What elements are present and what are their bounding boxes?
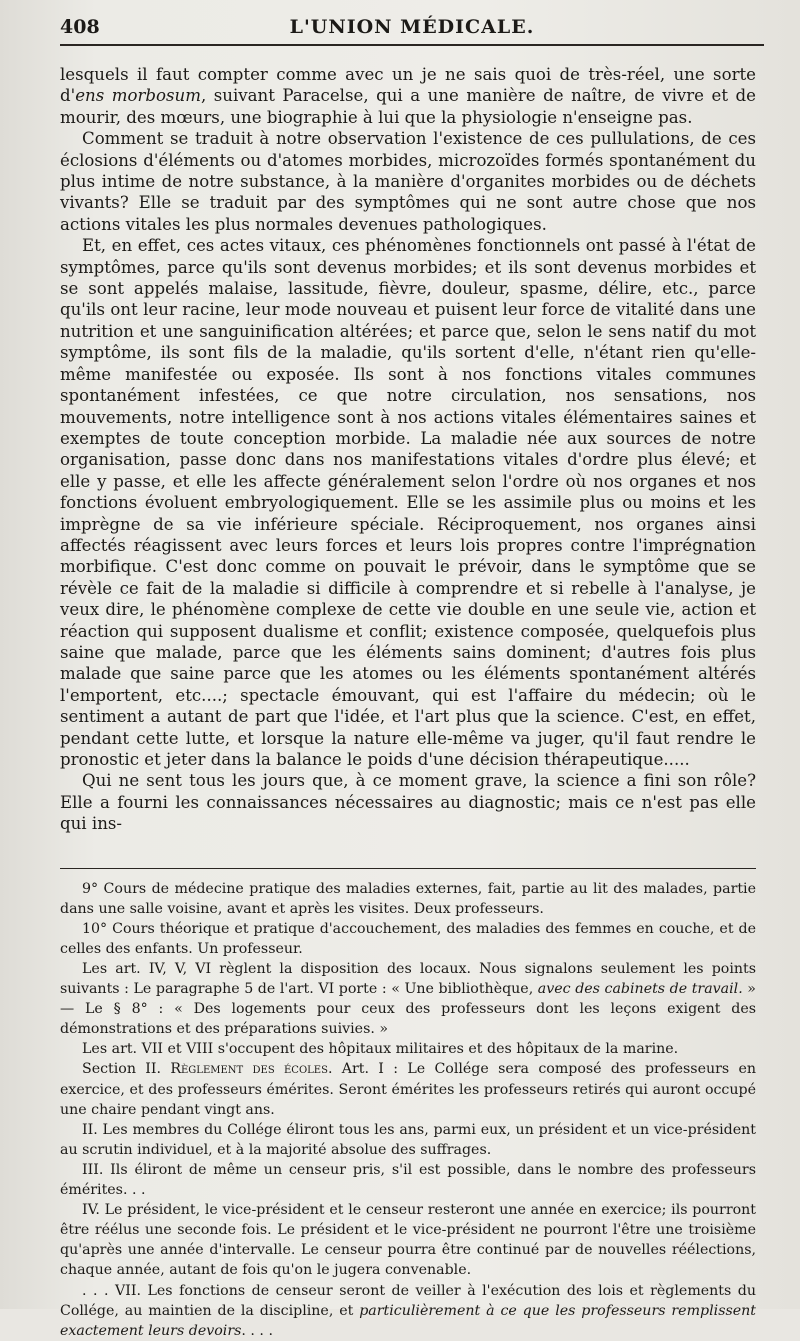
paragraph-1: lesquels il faut compter comme avec un je ne sais quoi de très-réel, une sorte d'ens morbosum, suivant Paracelse, qui a une manière de naître, de vivre et de mourir, des mœurs, une biographie à lui que la physiologie n'enseigne pas. <box>60 65 756 127</box>
note-section-ii: Section II. Règlement des écoles. Art. I : Le Collége sera composé des professeurs en exercice, et des professeurs émérites. Seront émérites les professeurs retirés qui auront occupé une chaire pendant vingt ans. <box>60 1061 757 1118</box>
note-10: 10° Cours théorique et pratique d'accouchement, des maladies des femmes en couche, et de celles des enfants. Un professeur. <box>60 920 756 957</box>
running-title: L'UNION MÉDICALE. <box>289 16 535 38</box>
note-article-vii: . . . VII. Les fonctions de censeur seront de veiller à l'exécution des lois et règlements du Collége, au maintien de la discipline, et particulièrement à ce que les professeurs remplissent exactement leurs devoirs. . . . <box>60 1282 756 1339</box>
footnotes <box>60 879 756 1341</box>
paragraph-2: Comment se traduit à notre observation l'existence de ces pullulations, de ces éclosions d'éléments ou d'atomes morbides, microzoïdes formés spontanément du plus intime de notre substance, à la manière d'organites morbides ou de déchets vivants? Elle se traduit par des symptômes qui ne sont autre chose que nos actions vitales les plus normales devenues pathologiques. <box>60 129 756 234</box>
note-9: 9° Cours de médecine pratique des maladies externes, fait, partie au lit des malades, partie dans une salle voisine, avant et après les visites. Deux professeurs. <box>60 880 756 917</box>
page-header <box>60 14 764 46</box>
paragraph-3: Et, en effet, ces actes vitaux, ces phénomènes fonctionnels ont passé à l'état de symptômes, parce qu'ils sont devenus morbides; et ils sont devenus morbides et se sont appelés malaise, lassitude, fièvre, douleur, spasme, délire, etc., parce qu'ils ont leur racine, leur mode nouveau et puisent leur force de vitalité dans une nutrition et une sanguinification altérées; et parce que, selon le sens natif du mot symptôme, ils sont fils de la maladie, qu'ils sortent d'elle, n'étant rien qu'elle-même manifestée ou exposée. Ils sont à nos fonctions vitales communes spontanément infestées, ce que notre circulation, nos sensations, nos mouvements, notre intelligence sont à nos actions vitales élémentaires saines et exemptes de toute conception morbide. La maladie née aux sources de notre organisation, passe donc dans nos manifestations vitales d'ordre plus élevé; et elle y passe, et elle les affecte généralement selon l'ordre où nos organes et nos fonctions évoluent embryologiquement. Elle se les assimile plus ou moins et les imprègne de sa vie inférieure spéciale. Réciproquement, nos organes ainsi affectés réagissent avec leurs forces et leurs lois propres contre l'imprégnation morbifique. C'est donc comme on pouvait le prévoir, dans le symptôme que se révèle ce fait de la maladie si difficile à comprendre et si rebelle à l'analyse, je veux dire, le phénomène complexe de cette vie double en une seule vie, action et réaction qui supposent dualisme et conflit; existence composée, quelquefois plus saine que malade, parce que les éléments sains dominent; d'autres fois plus malade que saine parce que les atomes ou les éléments spontanément altérés l'emportent, etc....; spectacle émouvant, qui est l'affaire du médecin; où le sentiment a autant de part que l'idée, et l'art plus que la science. C'est, en effet, pendant cette lutte, et lorsque la nature elle-même va juger, qu'il faut rendre le pronostic et jeter dans la balance le poids d'une décision thérapeutique..... <box>60 236 756 769</box>
note-article-ii: II. Les membres du Collége éliront tous les ans, parmi eux, un président et un vice-président au scrutin individuel, et à la majorité absolue des suffrages. <box>60 1121 756 1158</box>
main-text <box>60 64 756 835</box>
note-articles-iv-vi: Les art. IV, V, VI règlent la disposition des locaux. Nous signalons seulement les points suivants : Le paragraphe 5 de l'art. VI porte : « Une bibliothèque, avec des cabinets de travail. » — Le § 8° : « Des logements pour ceux des professeurs dont les leçons exigent des démonstrations et des préparations suivies. » <box>60 961 756 1038</box>
note-articles-vii-viii: Les art. VII et VIII s'occupent des hôpitaux militaires et des hôpitaux de la marine. <box>82 1041 679 1058</box>
footnote-separator <box>60 868 756 869</box>
paragraph-4: Qui ne sent tous les jours que, à ce moment grave, la science a fini son rôle? Elle a fourni les connaissances nécessaires au diagnostic; mais ce n'est pas elle qui ins- <box>60 771 756 834</box>
page-number: 408 <box>60 16 100 38</box>
note-article-iii: III. Ils éliront de même un censeur pris, s'il est possible, dans le nombre des professeurs émérites. . . <box>60 1161 756 1199</box>
note-article-iv: IV. Le président, le vice-président et le censeur resteront une année en exercice; ils pourront être réélus une seconde fois. Le président et le vice-président ne pourront l'être une troisième qu'après une année d'intervalle. Le censeur pourra être continué par de nouvelles réélections, chaque année, autant de fois qu'on le jugera convenable. <box>60 1202 756 1279</box>
